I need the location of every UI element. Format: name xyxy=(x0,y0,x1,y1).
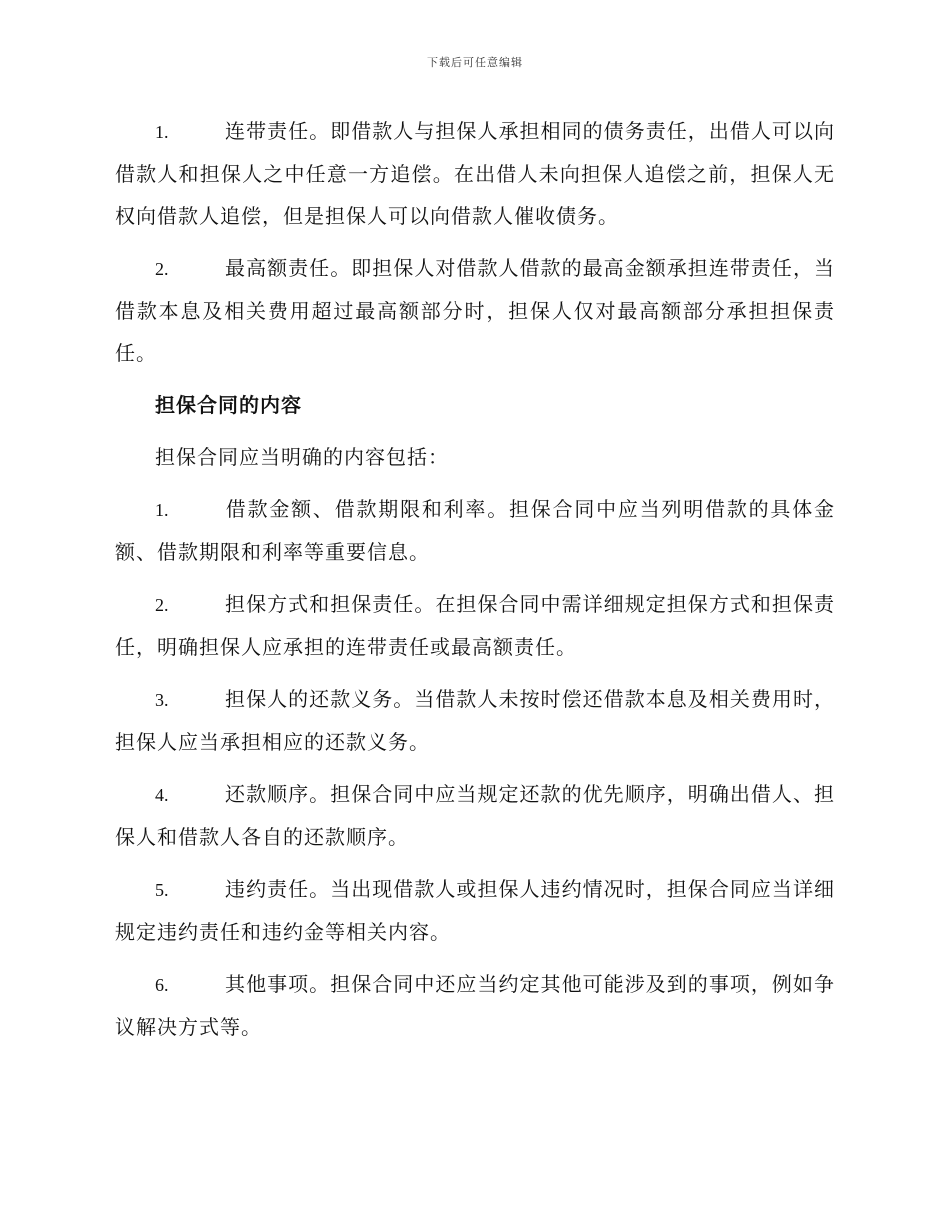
list-number: 2. xyxy=(155,259,169,279)
list-item-text: 其他事项。担保合同中还应当约定其他可能涉及到的事项，例如争议解决方式等。 xyxy=(115,972,835,1039)
list-item xyxy=(115,247,835,374)
list-item-text: 还款顺序。担保合同中应当规定还款的优先顺序，明确出借人、担保人和借款人各自的还款顺序。 xyxy=(115,782,835,849)
intro-paragraph: 担保合同应当明确的内容包括： xyxy=(155,445,449,469)
list-item-text: 担保人的还款义务。当借款人未按时偿还借款本息及相关费用时，担保人应当承担相应的还款义务。 xyxy=(115,687,835,754)
list-item xyxy=(115,773,835,858)
list-item-text: 连带责任。即借款人与担保人承担相同的债务责任，出借人可以向借款人和担保人之中任意一方追偿。在出借人未向担保人追偿之前，担保人无权向借款人追偿，但是担保人可以向借款人催收债务。 xyxy=(115,119,835,228)
list-number: 6. xyxy=(155,975,169,995)
list-number: 4. xyxy=(155,785,169,805)
list-item xyxy=(115,963,835,1048)
list-item-text: 违约责任。当出现借款人或担保人违约情况时，担保合同应当详细规定违约责任和违约金等相关内容。 xyxy=(115,877,835,944)
list-item-text: 借款金额、借款期限和利率。担保合同中应当列明借款的具体金额、借款期限和利率等重要信息。 xyxy=(115,497,835,564)
list-item xyxy=(115,583,835,668)
list-number: 3. xyxy=(155,690,169,710)
list-number: 1. xyxy=(155,500,169,520)
list-item-text: 最高额责任。即担保人对借款人借款的最高金额承担连带责任，当借款本息及相关费用超过最高额部分时，担保人仅对最高额部分承担担保责任。 xyxy=(115,256,835,365)
list-item xyxy=(115,488,835,573)
document-body xyxy=(115,110,835,1058)
page-header: 下载后可任意编辑 xyxy=(427,56,523,69)
list-number: 5. xyxy=(155,880,169,900)
list-item-text: 担保方式和担保责任。在担保合同中需详细规定担保方式和担保责任，明确担保人应承担的连带责任或最高额责任。 xyxy=(115,592,835,659)
section-heading: 担保合同的内容 xyxy=(155,393,302,417)
list-item xyxy=(115,110,835,237)
list-item xyxy=(115,678,835,763)
list-number: 1. xyxy=(155,122,169,142)
list-item xyxy=(115,868,835,953)
list-number: 2. xyxy=(155,595,169,615)
